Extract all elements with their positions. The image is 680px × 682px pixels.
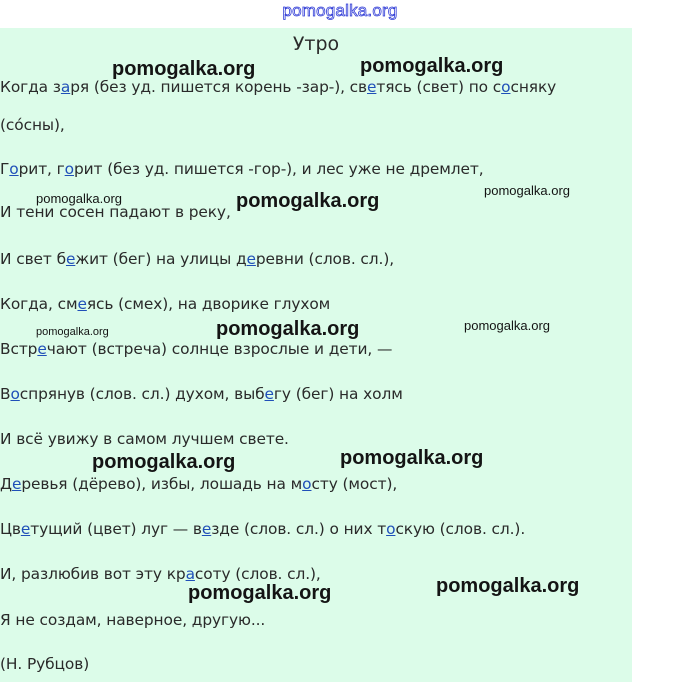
underlined-vowel: о [9,160,19,178]
underlined-vowel: о [501,78,511,96]
poem-line: Встречают (встреча) солнце взрослые и дети, — [0,340,393,358]
underlined-vowel: а [185,565,195,583]
underlined-vowel: о [64,160,74,178]
underlined-vowel: е [11,475,22,493]
watermark-text: pomogalka.org [112,58,256,80]
poem-line: Горит, горит (без уд. пишется -гор-), и лес уже не дремлет, [0,160,484,178]
watermark-text: pomogalka.org [340,447,484,469]
underlined-vowel: е [20,520,31,538]
underlined-vowel: е [201,520,212,538]
watermark-text: pomogalka.org [436,575,580,597]
poem-line: Я не создам, наверное, другую... [0,611,266,629]
poem-line: Цветущий (цвет) луг — везде (слов. сл.) о них тоскую (слов. сл.). [0,520,526,538]
watermark-text: pomogalka.org [484,183,570,198]
watermark-text: pomogalka.org [236,190,380,212]
poem-line: Когда, смеясь (смех), на дворике глухом [0,295,331,313]
watermark-text: pomogalka.org [188,582,332,604]
watermark-text: pomogalka.org [464,318,550,333]
underlined-vowel: о [386,520,396,538]
poem-title: Утро [292,33,340,55]
watermark-text: pomogalka.org [216,318,360,340]
underlined-vowel: е [264,385,274,403]
poem-line: (Н. Рубцов) [0,655,90,673]
underlined-vowel: е [367,78,377,96]
poem-line: И, разлюбив вот эту красоту (слов. сл.), [0,565,321,583]
poem-line: И тени сосен падают в реку, [0,203,231,221]
underlined-vowel: а [60,78,71,96]
site-watermark-header: pomogalka.org [282,1,398,20]
underlined-vowel: о [302,475,312,493]
underlined-vowel: е [246,250,256,268]
poem-line: И всё увижу в самом лучшем свете. [0,430,289,448]
underlined-vowel: е [37,340,47,358]
watermark-text: pomogalka.org [360,55,504,77]
underlined-vowel: о [10,385,20,403]
watermark-text: pomogalka.org [36,191,122,206]
poem-line: Деревья (дёрево), избы, лошадь на мосту (мост), [0,475,398,493]
watermark-text: pomogalka.org [36,326,109,338]
underlined-vowel: е [65,250,76,268]
watermark-text: pomogalka.org [92,451,236,473]
poem-line: (со́сны), [0,116,65,134]
poem-line: И свет бежит (бег) на улицы деревни (слов. сл.), [0,250,395,268]
poem-line: Когда заря (без уд. пишется корень -зар-), светясь (свет) по сосняку [0,78,557,96]
poem-line: Воспрянув (слов. сл.) духом, выбегу (бег) на холм [0,385,403,403]
underlined-vowel: е [77,295,87,313]
